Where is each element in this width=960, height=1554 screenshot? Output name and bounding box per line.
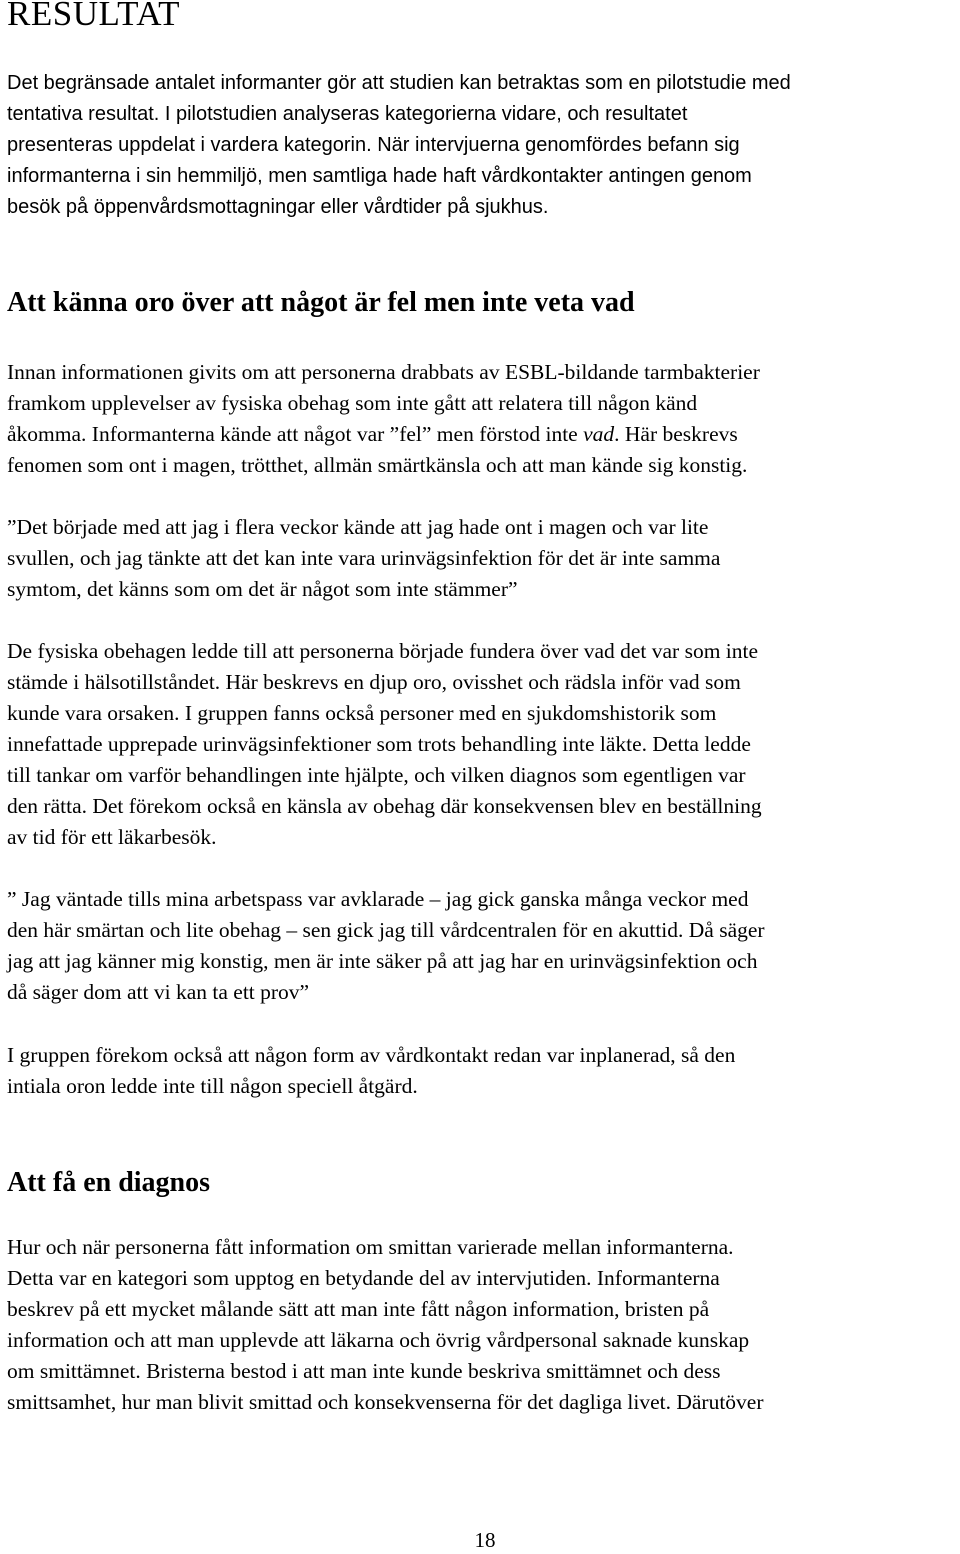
text-line: beskrev på ett mycket målande sätt att man inte fått någon information, bristen på [7, 1297, 710, 1321]
section1-paragraph-1 [7, 357, 957, 481]
text-line: symtom, det känns som om det är något som inte stämmer” [7, 577, 518, 601]
text-line: till tankar om varför behandlingen inte hjälpte, och vilken diagnos som egentligen var [7, 763, 746, 787]
page-title: RESULTAT [7, 0, 180, 33]
text-line: besök på öppenvårdsmottagningar eller vårdtider på sjukhus. [7, 196, 549, 218]
text-line: tentativa resultat. I pilotstudien analyseras kategorierna vidare, och resultatet [7, 103, 688, 125]
text-line: I gruppen förekom också att någon form av vårdkontakt redan var inplanerad, så den [7, 1043, 736, 1067]
text-line [7, 419, 957, 450]
quote-1 [7, 512, 957, 605]
text-line: stämde i hälsotillståndet. Här beskrevs en djup oro, ovisshet och rädsla inför vad som [7, 670, 741, 694]
text-line: intiala oron ledde inte till någon speciell åtgärd. [7, 1074, 418, 1098]
text-line: fenomen som ont i magen, trötthet, allmän smärtkänsla och att man kände sig konstig. [7, 453, 748, 477]
section-heading-diagnos: Att få en diagnos [7, 1167, 211, 1198]
text-line: svullen, och jag tänkte att det kan inte vara urinvägsinfektion för det är inte samma [7, 546, 721, 570]
text-line: ” Jag väntade tills mina arbetspass var avklarade – jag gick ganska många veckor med [7, 887, 749, 911]
text-line: Innan informationen givits om att personerna drabbats av ESBL-bildande tarmbakterier [7, 360, 760, 384]
text-line: innefattade upprepade urinvägsinfektioner som trots behandling inte läkte. Detta ledde [7, 732, 751, 756]
text-line: då säger dom att vi kan ta ett prov” [7, 980, 310, 1004]
intro-paragraph [7, 68, 957, 223]
text-line: jag att jag känner mig konstig, men är inte säker på att jag har en urinvägsinfektion och [7, 949, 758, 973]
text-line: Detta var en kategori som upptog en betydande del av intervjutiden. Informanterna [7, 1266, 720, 1290]
text-line: presenteras uppdelat i vardera kategorin. När intervjuerna genomfördes befann sig [7, 134, 740, 156]
text-line: ”Det började med att jag i flera veckor kände att jag hade ont i magen och var lite [7, 515, 709, 539]
text-line: om smittämnet. Bristerna bestod i att man inte kunde beskriva smittämnet och dess [7, 1359, 721, 1383]
text-line: information och att man upplevde att läkarna och övrig vårdpersonal saknade kunskap [7, 1328, 750, 1352]
text-line: De fysiska obehagen ledde till att personerna började fundera över vad det var som inte [7, 639, 759, 663]
text-line: framkom upplevelser av fysiska obehag som inte gått att relatera till någon känd [7, 391, 698, 415]
text-line: av tid för ett läkarbesök. [7, 825, 217, 849]
quote-2 [7, 884, 957, 1008]
text-line: Hur och när personerna fått information om smittan varierade mellan informanterna. [7, 1235, 734, 1259]
section2-paragraph-1 [7, 1232, 957, 1418]
page-number: 18 [474, 1528, 496, 1552]
section1-paragraph-3 [7, 1040, 957, 1102]
text-line: smittsamhet, hur man blivit smittad och konsekvenserna för det dagliga livet. Därutöver [7, 1390, 764, 1414]
text-line: informanterna i sin hemmiljö, men samtliga hade haft vårdkontakter antingen genom [7, 165, 752, 187]
text-segment: åkomma. Informanterna kände att något var ”fel” men förstod inte [7, 422, 584, 446]
text-line: den här smärtan och lite obehag – sen gick jag till vårdcentralen för en akuttid. Då säger [7, 918, 765, 942]
text-line: den rätta. Det förekom också en känsla av obehag där konsekvensen blev en beställning [7, 794, 762, 818]
text-segment: . Här beskrevs [614, 422, 738, 446]
section1-paragraph-2 [7, 636, 957, 853]
emphasis-vad: vad [583, 422, 615, 446]
text-line: kunde vara orsaken. I gruppen fanns också personer med en sjukdomshistorik som [7, 701, 717, 725]
text-line: Det begränsade antalet informanter gör att studien kan betraktas som en pilotstudie med [7, 72, 791, 94]
section-heading-oro: Att känna oro över att något är fel men inte veta vad [7, 287, 635, 318]
